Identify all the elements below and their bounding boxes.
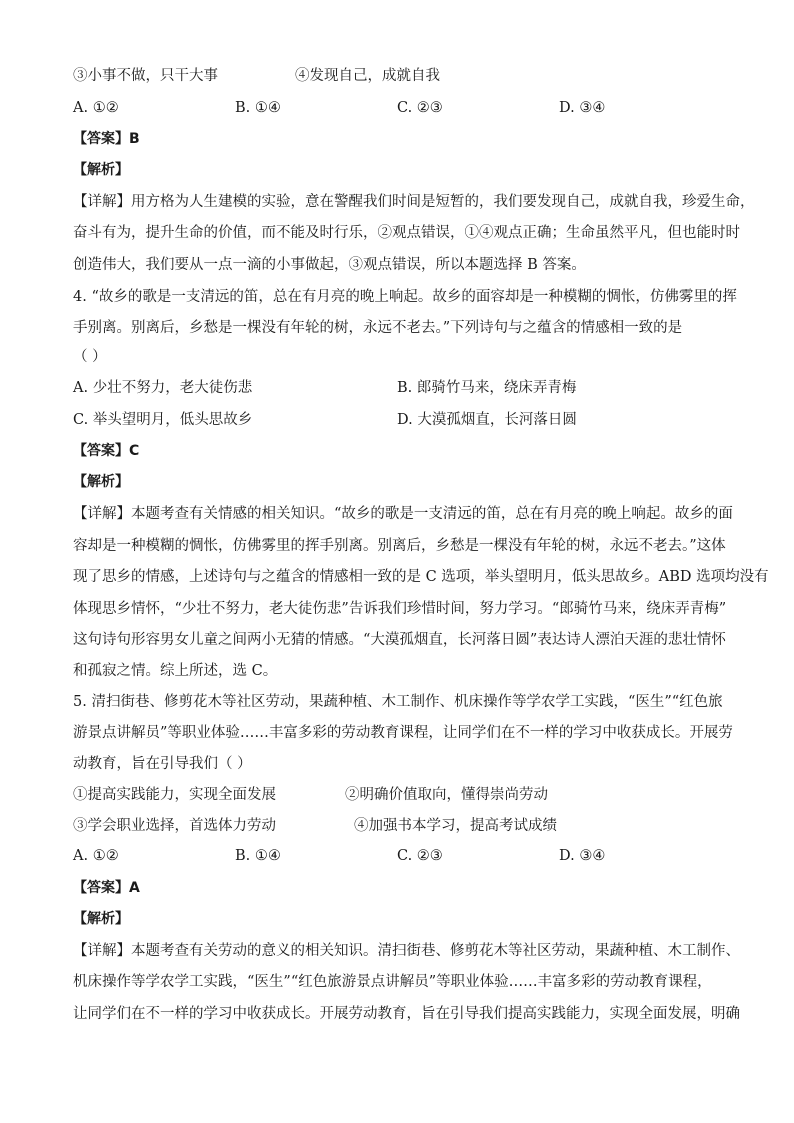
q4-answer: 【答案】C <box>73 443 140 459</box>
q3-analysis-heading: 【解析】 <box>73 162 129 178</box>
q4-option-b: B. 郎骑竹马来，绕床弄青梅 <box>397 380 577 396</box>
q4-detail-line: 【详解】本题考查有关情感的相关知识。“故乡的歌是一支清远的笛，总在有月亮的晚上响起。故乡的面 <box>73 506 733 522</box>
q3-option-d: D. ③④ <box>559 100 606 116</box>
q3-detail-line: 【详解】用方格为人生建模的实验，意在警醒我们时间是短暂的，我们要发现自己，成就自我，珍爱生命， <box>73 194 755 210</box>
q4-detail-line: 现了思乡的情感，上述诗句与之蕴含的情感相一致的是 C 选项，举头望明月，低头思故乡。ABD 选项均没有 <box>73 569 769 585</box>
q5-detail-line: 【详解】本题考查有关劳动的意义的相关知识。清扫街巷、修剪花木等社区劳动，果蔬种植、木工制作、 <box>73 943 740 959</box>
q5-option-c: C. ②③ <box>397 848 443 864</box>
q5-statement-2: ②明确价值取向，懂得崇尚劳动 <box>345 787 548 803</box>
q4-stem-line: 4. “故乡的歌是一支清远的笛，总在有月亮的晚上响起。故乡的面容却是一种模糊的惆怅，仿佛雾里的挥 <box>73 289 737 305</box>
q3-option-c: C. ②③ <box>397 100 443 116</box>
q5-statement-1: ①提高实践能力，实现全面发展 <box>73 787 276 803</box>
q4-option-c: C. 举头望明月，低头思故乡 <box>73 412 253 428</box>
q5-statement-3: ③学会职业选择，首选体力劳动 <box>73 818 276 834</box>
q5-option-d: D. ③④ <box>559 848 606 864</box>
q3-answer: 【答案】B <box>73 131 140 147</box>
q4-detail-line: 这句诗句形容男女儿童之间两小无猜的情感。“大漠孤烟直，长河落日圆”表达诗人漂泊天涯的悲壮情怀 <box>73 632 726 648</box>
q5-answer: 【答案】A <box>73 880 140 896</box>
q4-detail-line: 容却是一种模糊的惆怅，仿佛雾里的挥手别离。别离后，乡愁是一棵没有年轮的树，永远不老去。”这体 <box>73 538 726 554</box>
q5-stem-line: 动教育，旨在引导我们（ ） <box>73 756 252 772</box>
q5-detail-line: 让同学们在不一样的学习中收获成长。开展劳动教育，旨在引导我们提高实践能力，实现全面发展，明确 <box>73 1006 740 1022</box>
q5-statement-4: ④加强书本学习，提高考试成绩 <box>354 818 557 834</box>
q5-option-a: A. ①② <box>73 848 119 864</box>
q3-option-a: A. ①② <box>73 100 119 116</box>
q3-statement-4: ④发现自己，成就自我 <box>295 68 440 84</box>
q4-detail-line: 和孤寂之情。综上所述，选 C。 <box>73 663 278 679</box>
q3-statement-3: ③小事不做，只干大事 <box>73 68 218 84</box>
q3-option-b: B. ①④ <box>235 100 281 116</box>
q4-analysis-heading: 【解析】 <box>73 474 129 490</box>
q4-stem-line: 手别离。别离后，乡愁是一棵没有年轮的树，永远不老去。”下列诗句与之蕴含的情感相一致的是 <box>73 320 683 336</box>
q5-detail-line: 机床操作等学农学工实践，“医生”“红色旅游景点讲解员”等职业体验……丰富多彩的劳动教育课程， <box>73 974 712 990</box>
q5-stem-line: 5. 清扫街巷、修剪花木等社区劳动，果蔬种植、木工制作、机床操作等学农学工实践，“医生”“红色旅 <box>73 694 723 710</box>
q4-option-d: D. 大漠孤烟直，长河落日圆 <box>397 412 577 428</box>
q4-option-a: A. 少壮不努力，老大徒伤悲 <box>73 380 253 396</box>
q4-answer-blank: （ ） <box>73 349 107 365</box>
q3-detail-line: 创造伟大，我们要从一点一滴的小事做起，③观点错误，所以本题选择 B 答案。 <box>73 257 586 273</box>
q5-option-b: B. ①④ <box>235 848 281 864</box>
q3-detail-line: 奋斗有为，提升生命的价值，而不能及时行乐，②观点错误，①④观点正确；生命虽然平凡，但也能时时 <box>73 225 740 241</box>
q4-detail-line: 体现思乡情怀，“少壮不努力，老大徒伤悲”告诉我们珍惜时间，努力学习。“郎骑竹马来，绕床弄青梅” <box>73 601 727 617</box>
q5-stem-line: 游景点讲解员”等职业体验……丰富多彩的劳动教育课程，让同学们在不一样的学习中收获成长。开展劳 <box>73 725 733 741</box>
q5-analysis-heading: 【解析】 <box>73 911 129 927</box>
